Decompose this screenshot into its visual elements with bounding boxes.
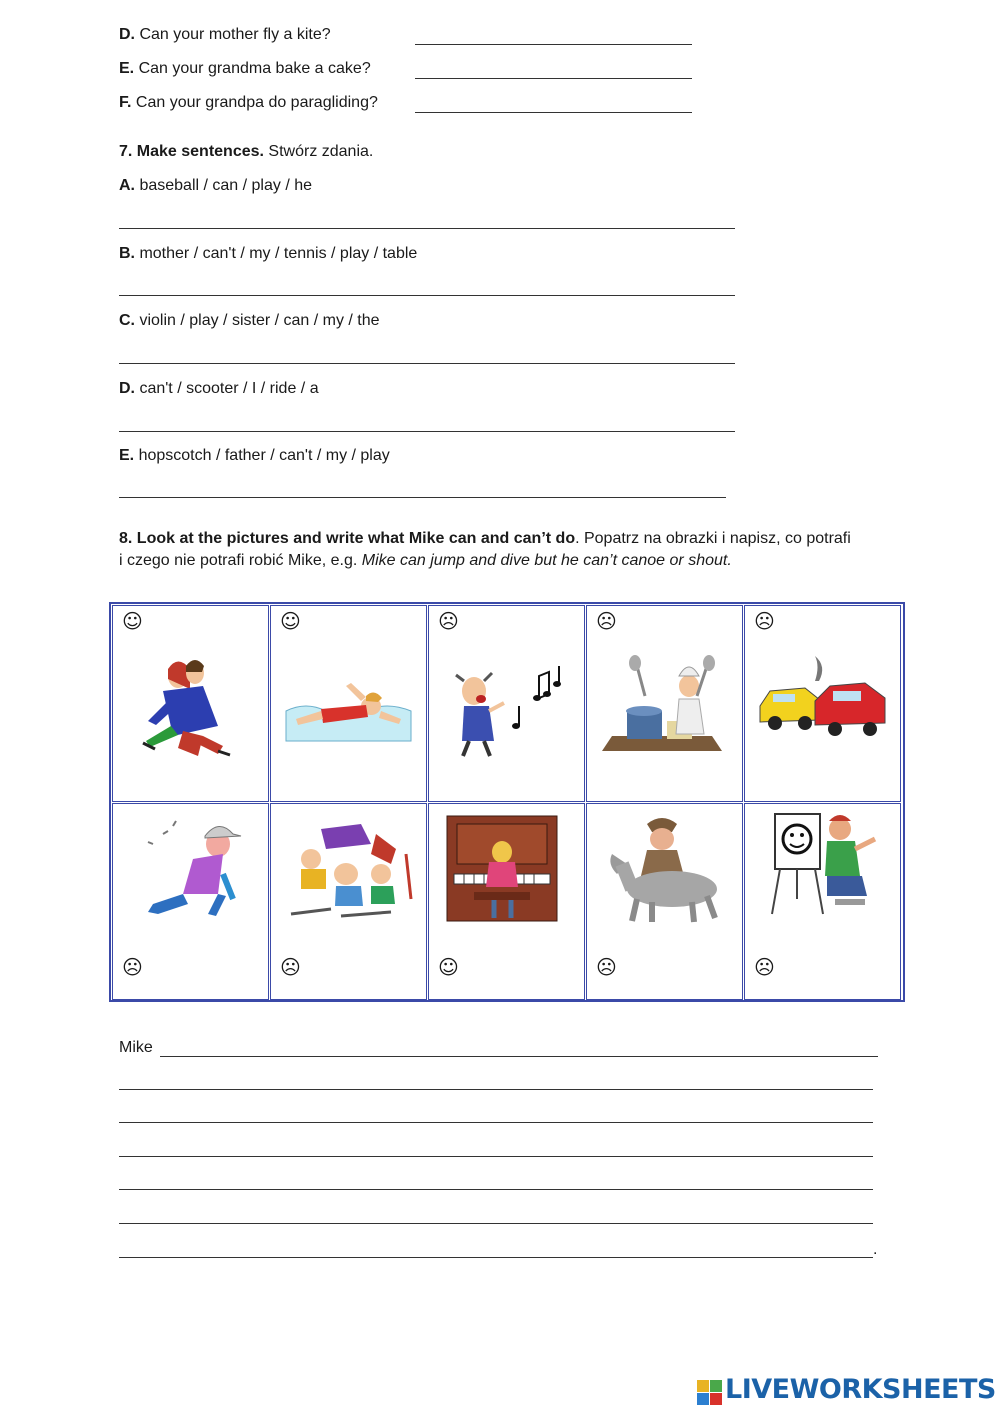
grid-cell (428, 605, 585, 802)
question-6e: E. Can your grandma bake a cake? (119, 60, 371, 77)
mike-answer-line-2[interactable] (119, 1089, 873, 1090)
section-7-heading: 7. Make sentences. Stwórz zdania. (119, 143, 374, 160)
grid-cell (586, 803, 743, 1000)
question-6f: F. Can your grandpa do paragliding? (119, 94, 378, 111)
picture-grid (109, 602, 905, 1002)
horse-rider-picture (597, 814, 732, 924)
question-7e: E. hopscotch / father / can't / my / play (119, 447, 390, 464)
question-7d: D. can't / scooter / I / ride / a (119, 380, 319, 397)
answer-line-7e[interactable] (119, 497, 726, 498)
swimmer-picture (281, 651, 416, 761)
mike-answer-line-4[interactable] (119, 1156, 873, 1157)
happy-face-icon: ☺ (280, 609, 301, 633)
grid-cell (112, 803, 269, 1000)
mike-answer-line-6[interactable] (119, 1223, 873, 1224)
sad-face-icon: ☹ (438, 609, 459, 633)
happy-face-icon: ☺ (438, 955, 459, 979)
question-7a: A. baseball / can / play / he (119, 177, 313, 194)
grid-cell (428, 803, 585, 1000)
car-crash-picture (755, 651, 890, 761)
grid-cell (270, 605, 427, 802)
grid-cell (586, 605, 743, 802)
mike-answer-line-7[interactable] (119, 1257, 873, 1258)
grid-cell (112, 605, 269, 802)
sad-face-icon: ☹ (280, 955, 301, 979)
answer-blank-6d[interactable] (415, 44, 692, 45)
answer-line-7a[interactable] (119, 228, 735, 229)
mike-answer-line-3[interactable] (119, 1122, 873, 1123)
happy-face-icon: ☺ (122, 609, 143, 633)
answer-blank-6e[interactable] (415, 78, 692, 79)
mike-label: Mike (119, 1039, 153, 1056)
answer-line-7c[interactable] (119, 363, 735, 364)
sad-face-icon: ☹ (596, 609, 617, 633)
cook-picture (597, 651, 732, 761)
tired-hiker-picture (123, 814, 258, 924)
running-couple-picture (123, 651, 258, 761)
sad-face-icon: ☹ (122, 955, 143, 979)
mike-answer-line-1[interactable] (160, 1056, 878, 1057)
liveworksheets-logo-icon (697, 1380, 723, 1406)
liveworksheets-logo-text: LIVEWORKSHEETS (725, 1374, 996, 1405)
sad-face-icon: ☹ (596, 955, 617, 979)
question-6d: D. Can your mother fly a kite? (119, 26, 331, 43)
section-8-heading-line2: i czego nie potrafi robić Mike, e.g. Mike can jump and dive but he can’t canoe or shout. (119, 552, 732, 569)
painter-picture (755, 809, 890, 919)
sad-face-icon: ☹ (754, 955, 775, 979)
sad-face-icon: ☹ (754, 609, 775, 633)
skiers-picture (281, 814, 416, 924)
section-8-heading: 8. Look at the pictures and write what Mike can and can’t do. Popatrz na obrazki i napisz, co potrafi (119, 530, 851, 547)
grid-cell (270, 803, 427, 1000)
piano-player-picture (439, 814, 574, 924)
answer-line-7d[interactable] (119, 431, 735, 432)
grid-cell (744, 605, 901, 802)
question-7c: C. violin / play / sister / can / my / the (119, 312, 380, 329)
singer-picture (439, 651, 574, 761)
final-period: . (873, 1241, 878, 1258)
mike-answer-line-5[interactable] (119, 1189, 873, 1190)
answer-blank-6f[interactable] (415, 112, 692, 113)
grid-cell (744, 803, 901, 1000)
answer-line-7b[interactable] (119, 295, 735, 296)
question-7b: B. mother / can't / my / tennis / play / table (119, 245, 418, 262)
